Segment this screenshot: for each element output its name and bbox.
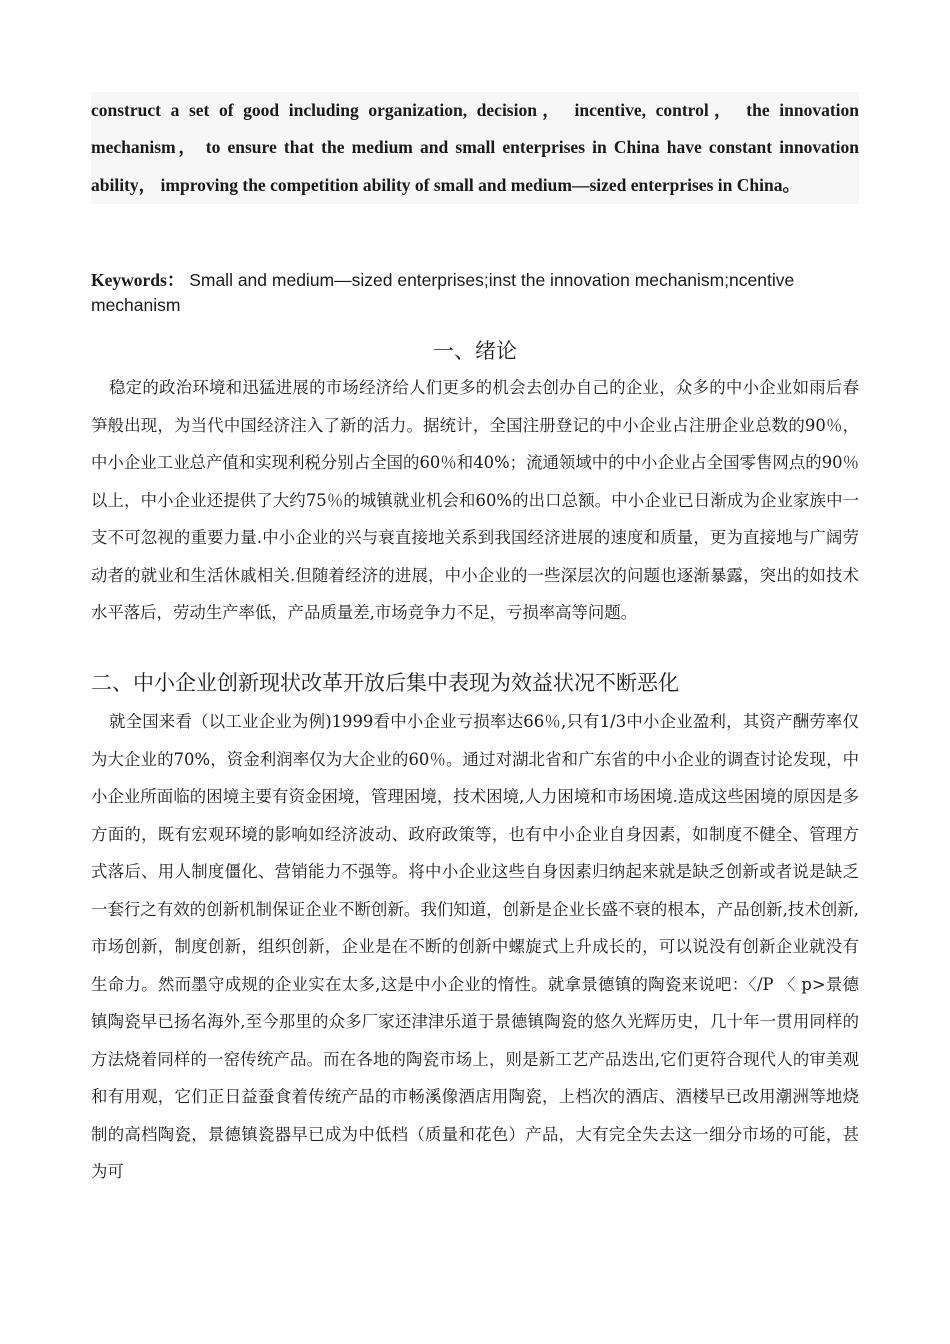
abstract-text: construct a set of good including organization, decision， incentive, control， the innovation mechanism， to ensure that the medium and small enterprises in China have constant innovation ability， improving the competition ability of small and medium—sized enterprises in China。 <box>91 92 859 204</box>
keywords-text: Small and medium—sized enterprises;inst the innovation mechanism;ncentive mechanism <box>91 270 795 315</box>
section-1-heading: 一、绪论 <box>433 339 517 363</box>
section-2-paragraph: 就全国来看（以工业企业为例)1999看中小企业亏损率达66％,只有1/3中小企业盈利，其资产酬劳率仅为大企业的70%，资金利润率仅为大企业的60％。通过对湖北省和广东省的中小企业的调查讨论发现，中小企业所面临的困境主要有资金困境，管理困境，技术困境,人力困境和市场困境.造成这些困境的原因是多方面的，既有宏观环境的影响如经济波动、政府政策等，也有中小企业自身因素，如制度不健全、管理方式落后、用人制度僵化、营销能力不强等。将中小企业这些自身因素归纳起来就是缺乏创新或者说是缺乏一套行之有效的创新机制保证企业不断创新。我们知道，创新是企业长盛不衰的根本，产品创新,技术创新,市场创新，制度创新，组织创新，企业是在不断的创新中螺旋式上升成长的，可以说没有创新企业就没有生命力。然而墨守成规的企业实在太多,这是中小企业的惰性。就拿景德镇的陶瓷来说吧：〈/P 〈 p>景德镇陶瓷早已扬名海外,至今那里的众多厂家还津津乐道于景德镇陶瓷的悠久光辉历史，几十年一贯用同样的方法烧着同样的一窑传统产品。而在各地的陶瓷市场上，则是新工艺产品迭出,它们更符合现代人的审美观和有用观，它们正日益蚕食着传统产品的市畅溪像酒店用陶瓷，上档次的酒店、酒楼早已改用潮洲等地烧制的高档陶瓷，景德镇瓷器早已成为中低档（质量和花色）产品，大有完全失去这一细分市场的可能，甚为可 <box>91 712 859 1181</box>
section-1-paragraph: 稳定的政治环境和迅猛进展的市场经济给人们更多的机会去创办自己的企业，众多的中小企业如雨后春笋般出现，为当代中国经济注入了新的活力。据统计，全国注册登记的中小企业占注册企业总数的90％，中小企业工业总产值和实现利税分别占全国的60％和40%；流通领域中的中小企业占全国零售网点的90％以上，中小企业还提供了大约75％的城镇就业机会和60%的出口总额。中小企业已日渐成为企业家族中一支不可忽视的重要力量.中小企业的兴与衰直接地关系到我国经济进展的速度和质量，更为直接地与广阔劳动者的就业和生活休戚相关.但随着经济的进展，中小企业的一些深层次的问题也逐渐暴露，突出的如技术水平落后，劳动生产率低，产品质量差,市场竞争力不足，亏损率高等问题。 <box>91 378 859 622</box>
keywords-label: Keywords： <box>91 270 185 290</box>
section-2-heading: 二、中小企业创新现状改革开放后集中表现为效益状况不断恶化 <box>91 671 679 695</box>
keywords-line <box>91 268 861 318</box>
